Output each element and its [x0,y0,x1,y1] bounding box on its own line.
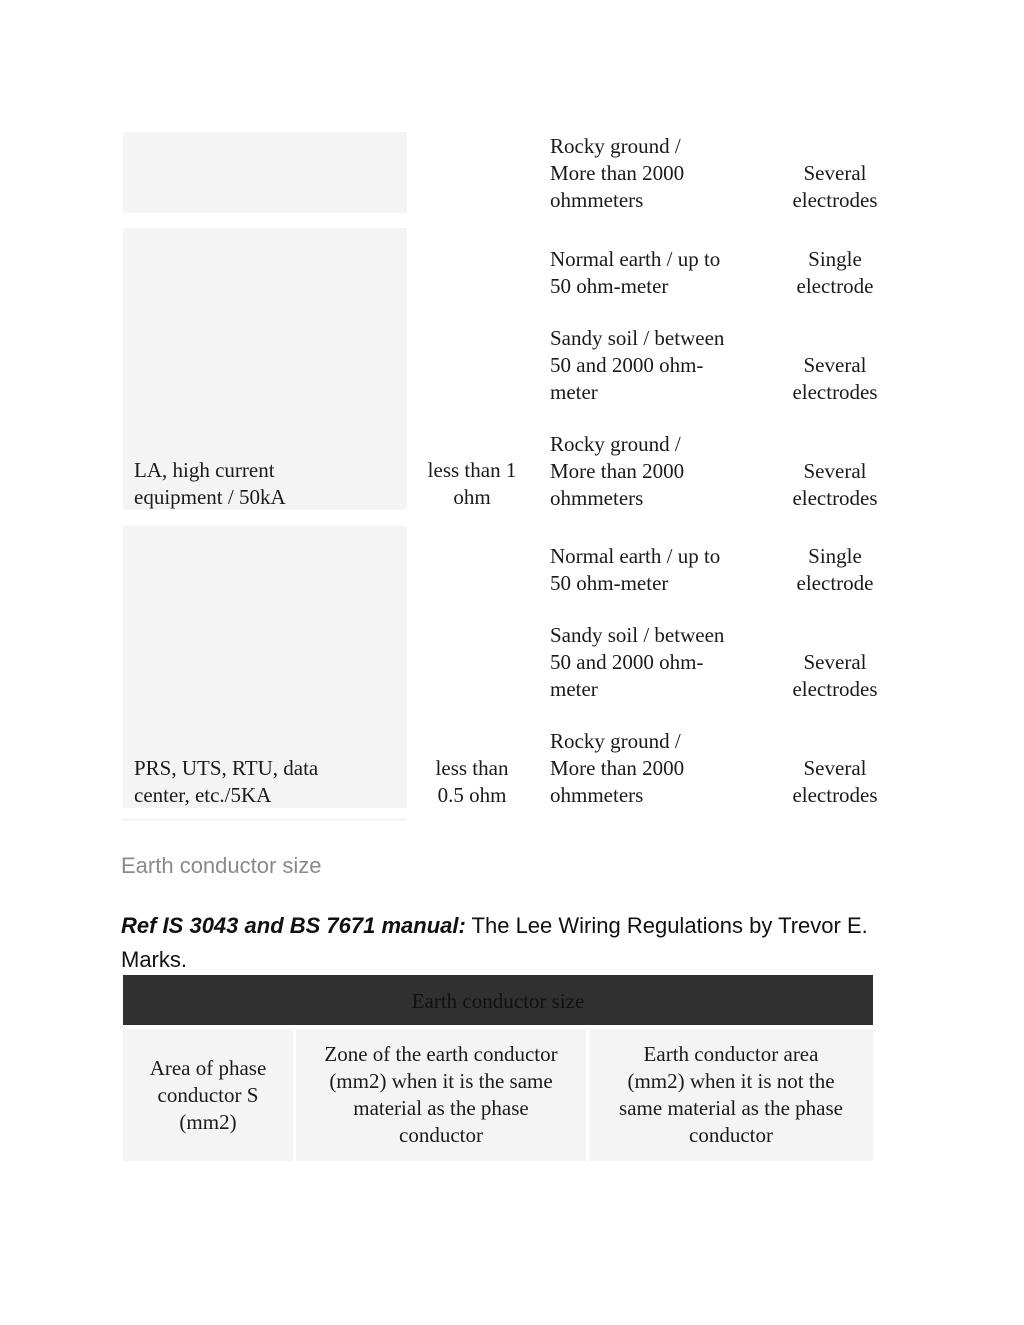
reference-label: Ref IS 3043 and BS 7671 manual: [121,913,466,938]
soil-type-cell: Sandy soil / between 50 and 2000 ohm- meter [550,623,725,701]
soil-type-cell: Sandy soil / between 50 and 2000 ohm- meter [550,326,725,404]
soil-type-cell: Normal earth / up to 50 ohm-meter [550,247,721,298]
table-title-row [123,975,873,1025]
resistance-value: less than 0.5 ohm [435,756,509,807]
column-header-text: Earth conductor area (mm2) when it is not the same material as the phase conductor [619,1042,843,1147]
soil-type-cell: Rocky ground / More than 2000 ohmmeters [550,432,685,510]
reference-paragraph [121,909,911,977]
equipment-cell [123,228,407,510]
table-bottom-rule [121,818,407,821]
soil-type-cell: Normal earth / up to 50 ohm-meter [550,544,721,595]
equipment-cell [123,526,407,808]
equipment-cell-empty [123,132,407,213]
soil-type-cell: Rocky ground / More than 2000 ohmmeters [550,729,685,807]
column-header-text: Area of phase conductor S (mm2) [149,1055,267,1134]
soil-type-cell: Rocky ground / More than 2000 ohmmeters [550,134,685,212]
electrode-count-cell: Several electrodes [792,353,878,404]
electrode-count-cell: Single electrode [796,247,874,298]
reference-text: The Lee Wiring Regulations by Trevor E. Marks. [121,913,868,972]
column-header [589,1029,873,1161]
column-header [123,1029,293,1161]
electrode-count-cell: Several electrodes [792,756,878,807]
equipment-label: LA, high current equipment / 50kA [134,458,286,509]
column-header-text: Zone of the earth conductor (mm2) when it is the same material as the phase conductor [324,1042,558,1147]
resistance-value: less than 1 ohm [427,458,517,509]
electrode-count-cell: Several electrodes [792,459,878,510]
column-header [296,1029,586,1161]
electrode-count-cell: Several electrodes [792,161,878,212]
electrode-count-cell: Single electrode [796,544,874,595]
equipment-label: PRS, UTS, RTU, data center, etc./5KA [134,756,319,807]
table-title: Earth conductor size [411,989,585,1013]
section-heading: Earth conductor size [121,853,322,878]
electrode-count-cell: Several electrodes [792,650,878,701]
